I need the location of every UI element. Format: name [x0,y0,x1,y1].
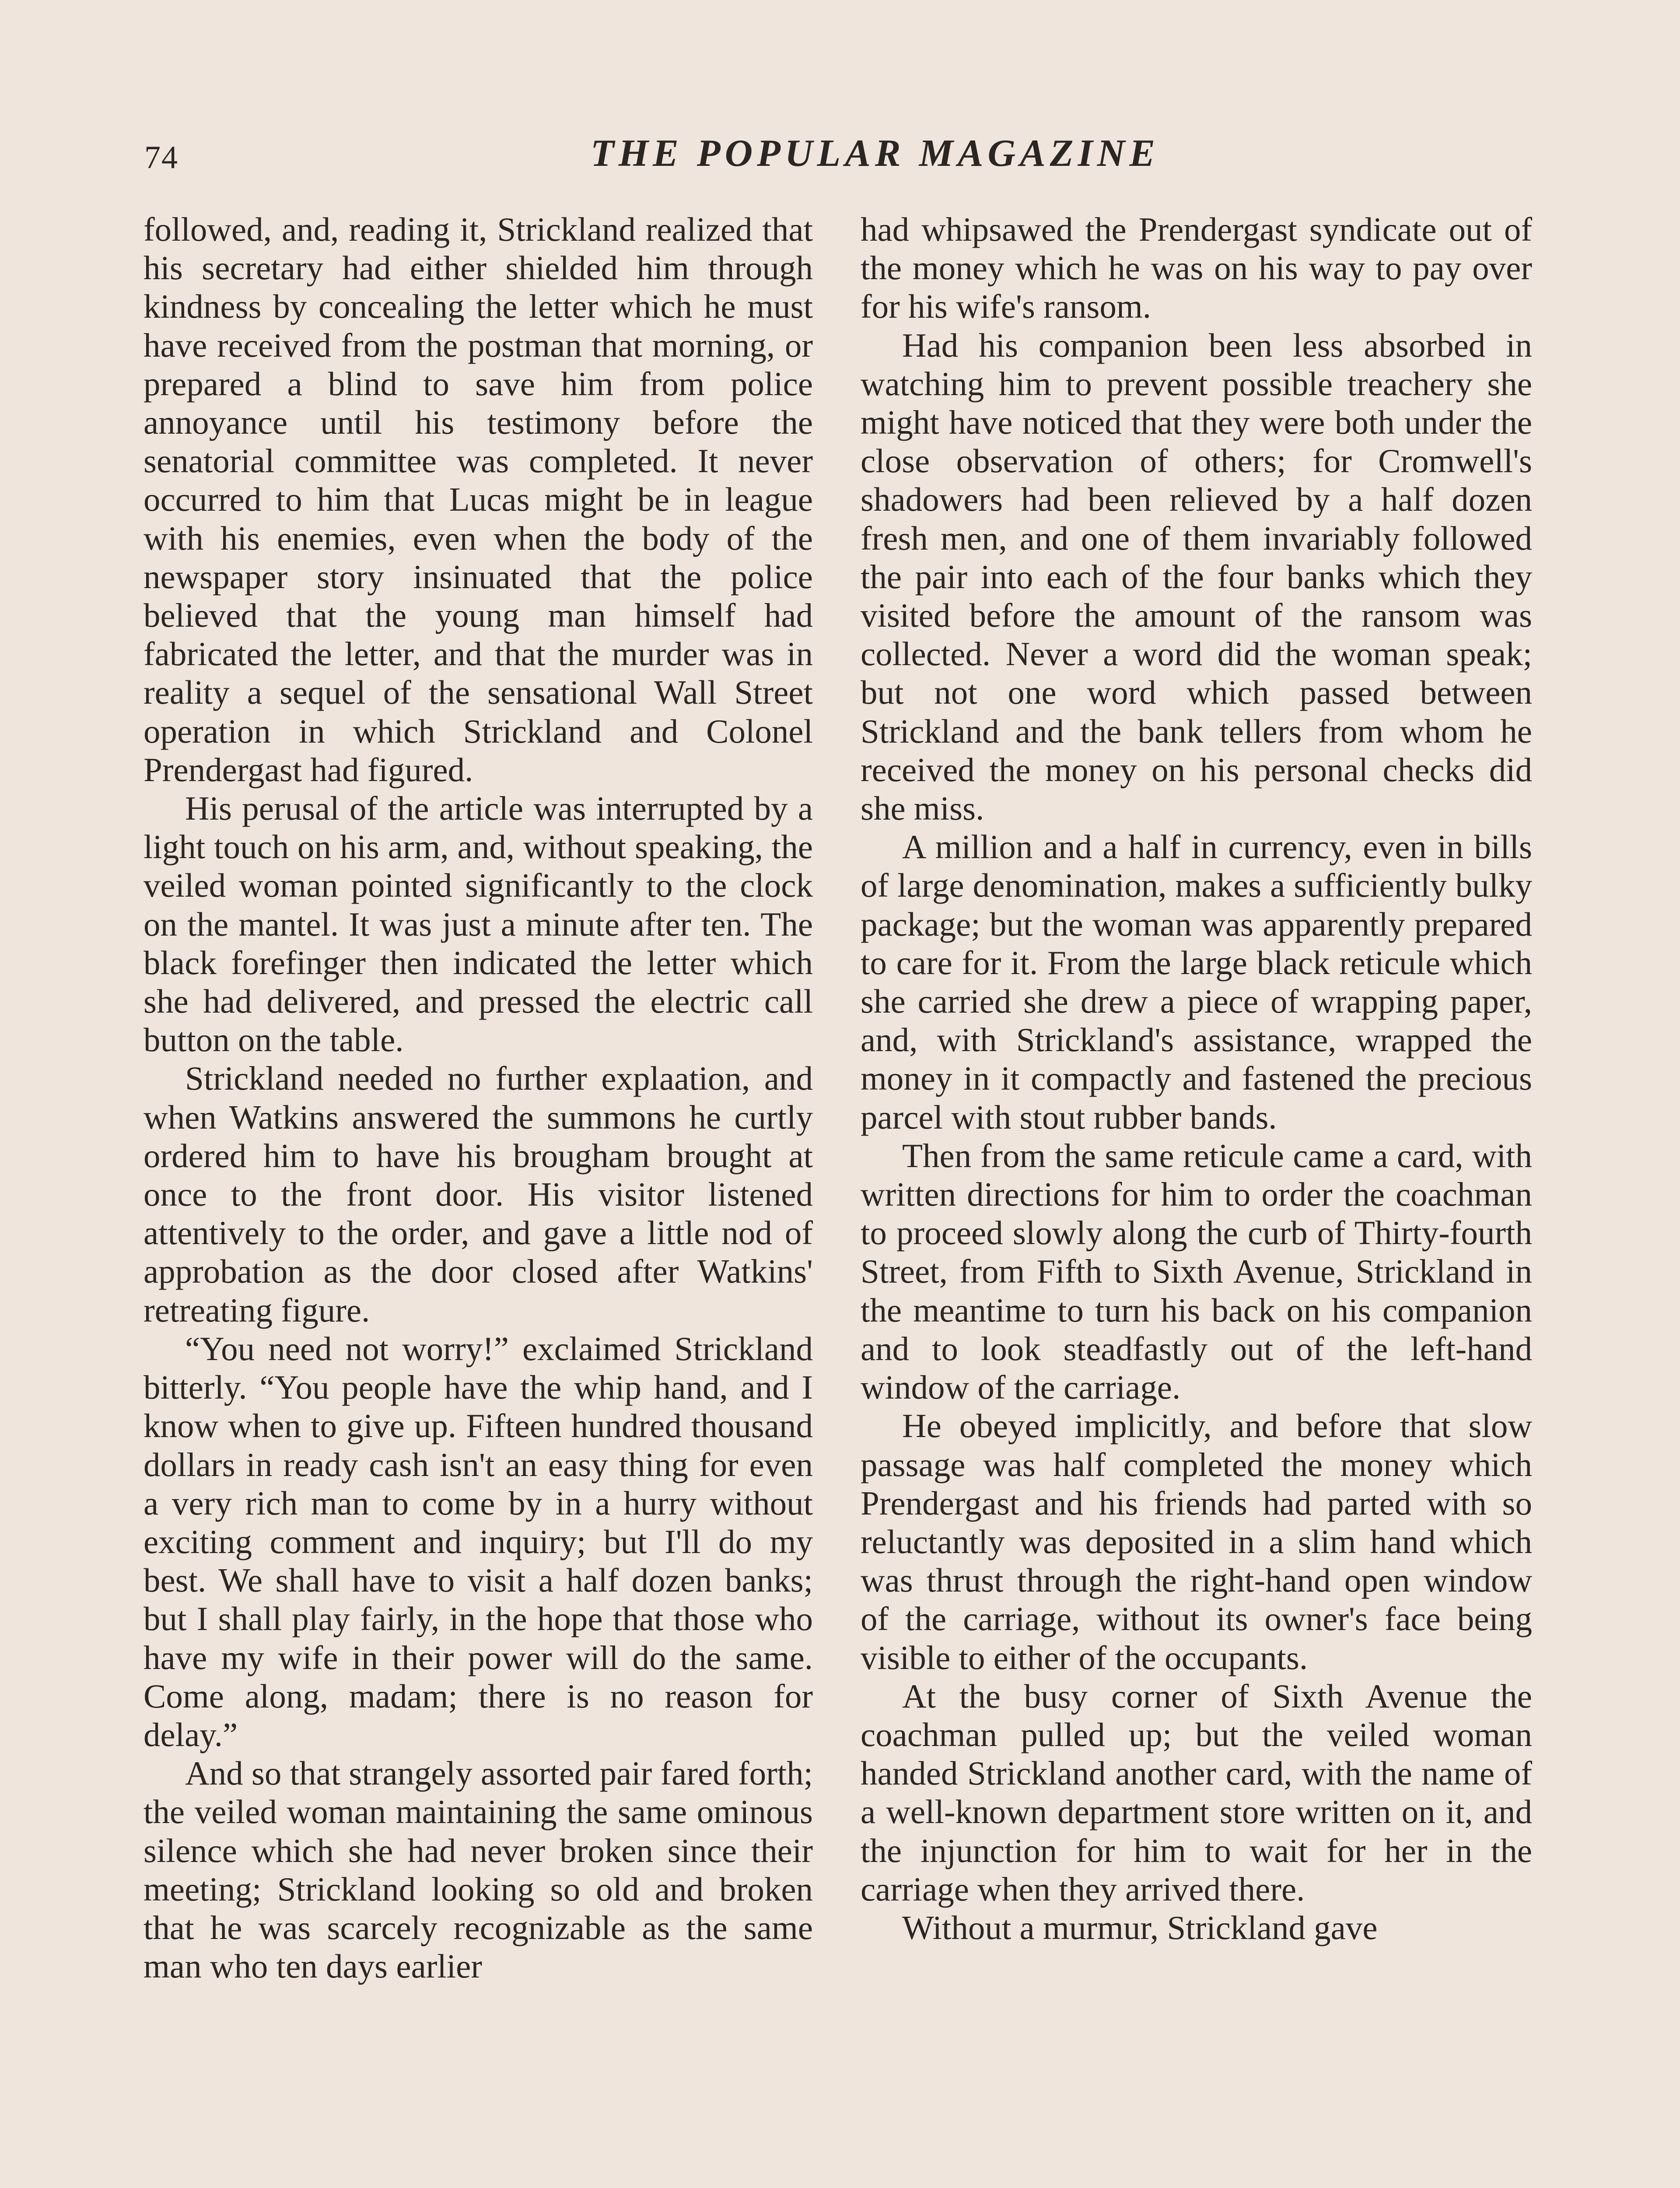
right-column [861,210,1532,1947]
paragraph: At the busy corner of Sixth Avenue the coachman pulled up; but the veiled woman handed Strickland another card, with the name of a well-known department store written on it, and the injunction for him to wait for her in the carriage when they arrived there. [861,1677,1532,1908]
paragraph: He obeyed implicitly, and before that slow passage was half completed the money which Prendergast and his friends had parted with so reluctantly was deposited in a slim hand which was thrust through the right-hand open window of the carriage, without its owner's face being visible to either of the occupants. [861,1407,1532,1676]
paragraph: Without a murmur, Strickland gave [902,1908,1378,1946]
paragraph: “You need not worry!” exclaimed Strickland bitterly. “You people have the whip hand, and I know when to give up. Fifteen hundred thousand dollars in ready cash isn't an easy thing for even a very rich man to come by in a hurry without exciting comment and inquiry; but I'll do my best. We shall have to visit a half dozen banks; but I shall play fairly, in the hope that those who have my wife in their power will do the same. Come along, madam; there is no reason for delay.” [144,1329,813,1753]
running-head: THE POPULAR MAGAZINE [590,132,1160,175]
paragraph: had whipsawed the Prendergast syndicate out of the money which he was on his way to pay over for his wife's ransom. [861,210,1532,326]
paragraph: His perusal of the article was interrupted by a light touch on his arm, and, without speaking, the veiled woman pointed significantly to the clock on the mantel. It was just a minute after ten. The black forefinger then indicated the letter which she had delivered, and pressed the electric call button on the table. [144,789,813,1059]
paragraph: Then from the same reticule came a card, with written directions for him to order the coachman to proceed slowly along the curb of Thirty-fourth Street, from Fifth to Sixth Avenue, Strickland in the meantime to turn his back on his companion and to look steadfastly out of the left-hand window of the carriage. [861,1136,1532,1406]
page-number: 74 [144,140,178,175]
paragraph: And so that strangely assorted pair fared forth; the veiled woman maintaining the same ominous silence which she had never broken since their meeting; Strickland looking so old and broken that he was scarcely recognizable as the same man who ten days earlier [144,1754,813,1985]
paragraph: Had his companion been less absorbed in watching him to prevent possible treachery she might have noticed that they were both under the close observation of others; for Cromwell's shadowers had been relieved by a half dozen fresh men, and one of them invariably followed the pair into each of the four banks which they visited before the amount of the ransom was collected. Never a word did the woman speak; but not one word which passed between Strickland and the bank tellers from whom he received the money on his personal checks did she miss. [861,326,1532,828]
paragraph: followed, and, reading it, Strickland realized that his secretary had either shielded him through kindness by concealing the letter which he must have received from the postman that morning, or prepared a blind to save him from police annoyance until his testimony before the senatorial committee was completed. It never occurred to him that Lucas might be in league with his enemies, even when the body of the newspaper story insinuated that the police believed that the young man himself had fabricated the letter, and that the murder was in reality a sequel of the sensational Wall Street operation in which Strickland and Colonel Prendergast had figured. [144,210,813,789]
paragraph: Strickland needed no further explaation, and when Watkins answered the summons he curtly ordered him to have his brougham brought at once to the front door. His visitor listened attentively to the order, and gave a little nod of approbation as the door closed after Watkins' retreating figure. [144,1059,813,1329]
left-column [144,210,813,1985]
paragraph: A million and a half in currency, even in bills of large denomination, makes a sufficiently bulky package; but the woman was apparently prepared to care for it. From the large black reticule which she carried she drew a piece of wrapping paper, and, with Strickland's assistance, wrapped the money in it compactly and fastened the precious parcel with stout rubber bands. [861,828,1532,1136]
